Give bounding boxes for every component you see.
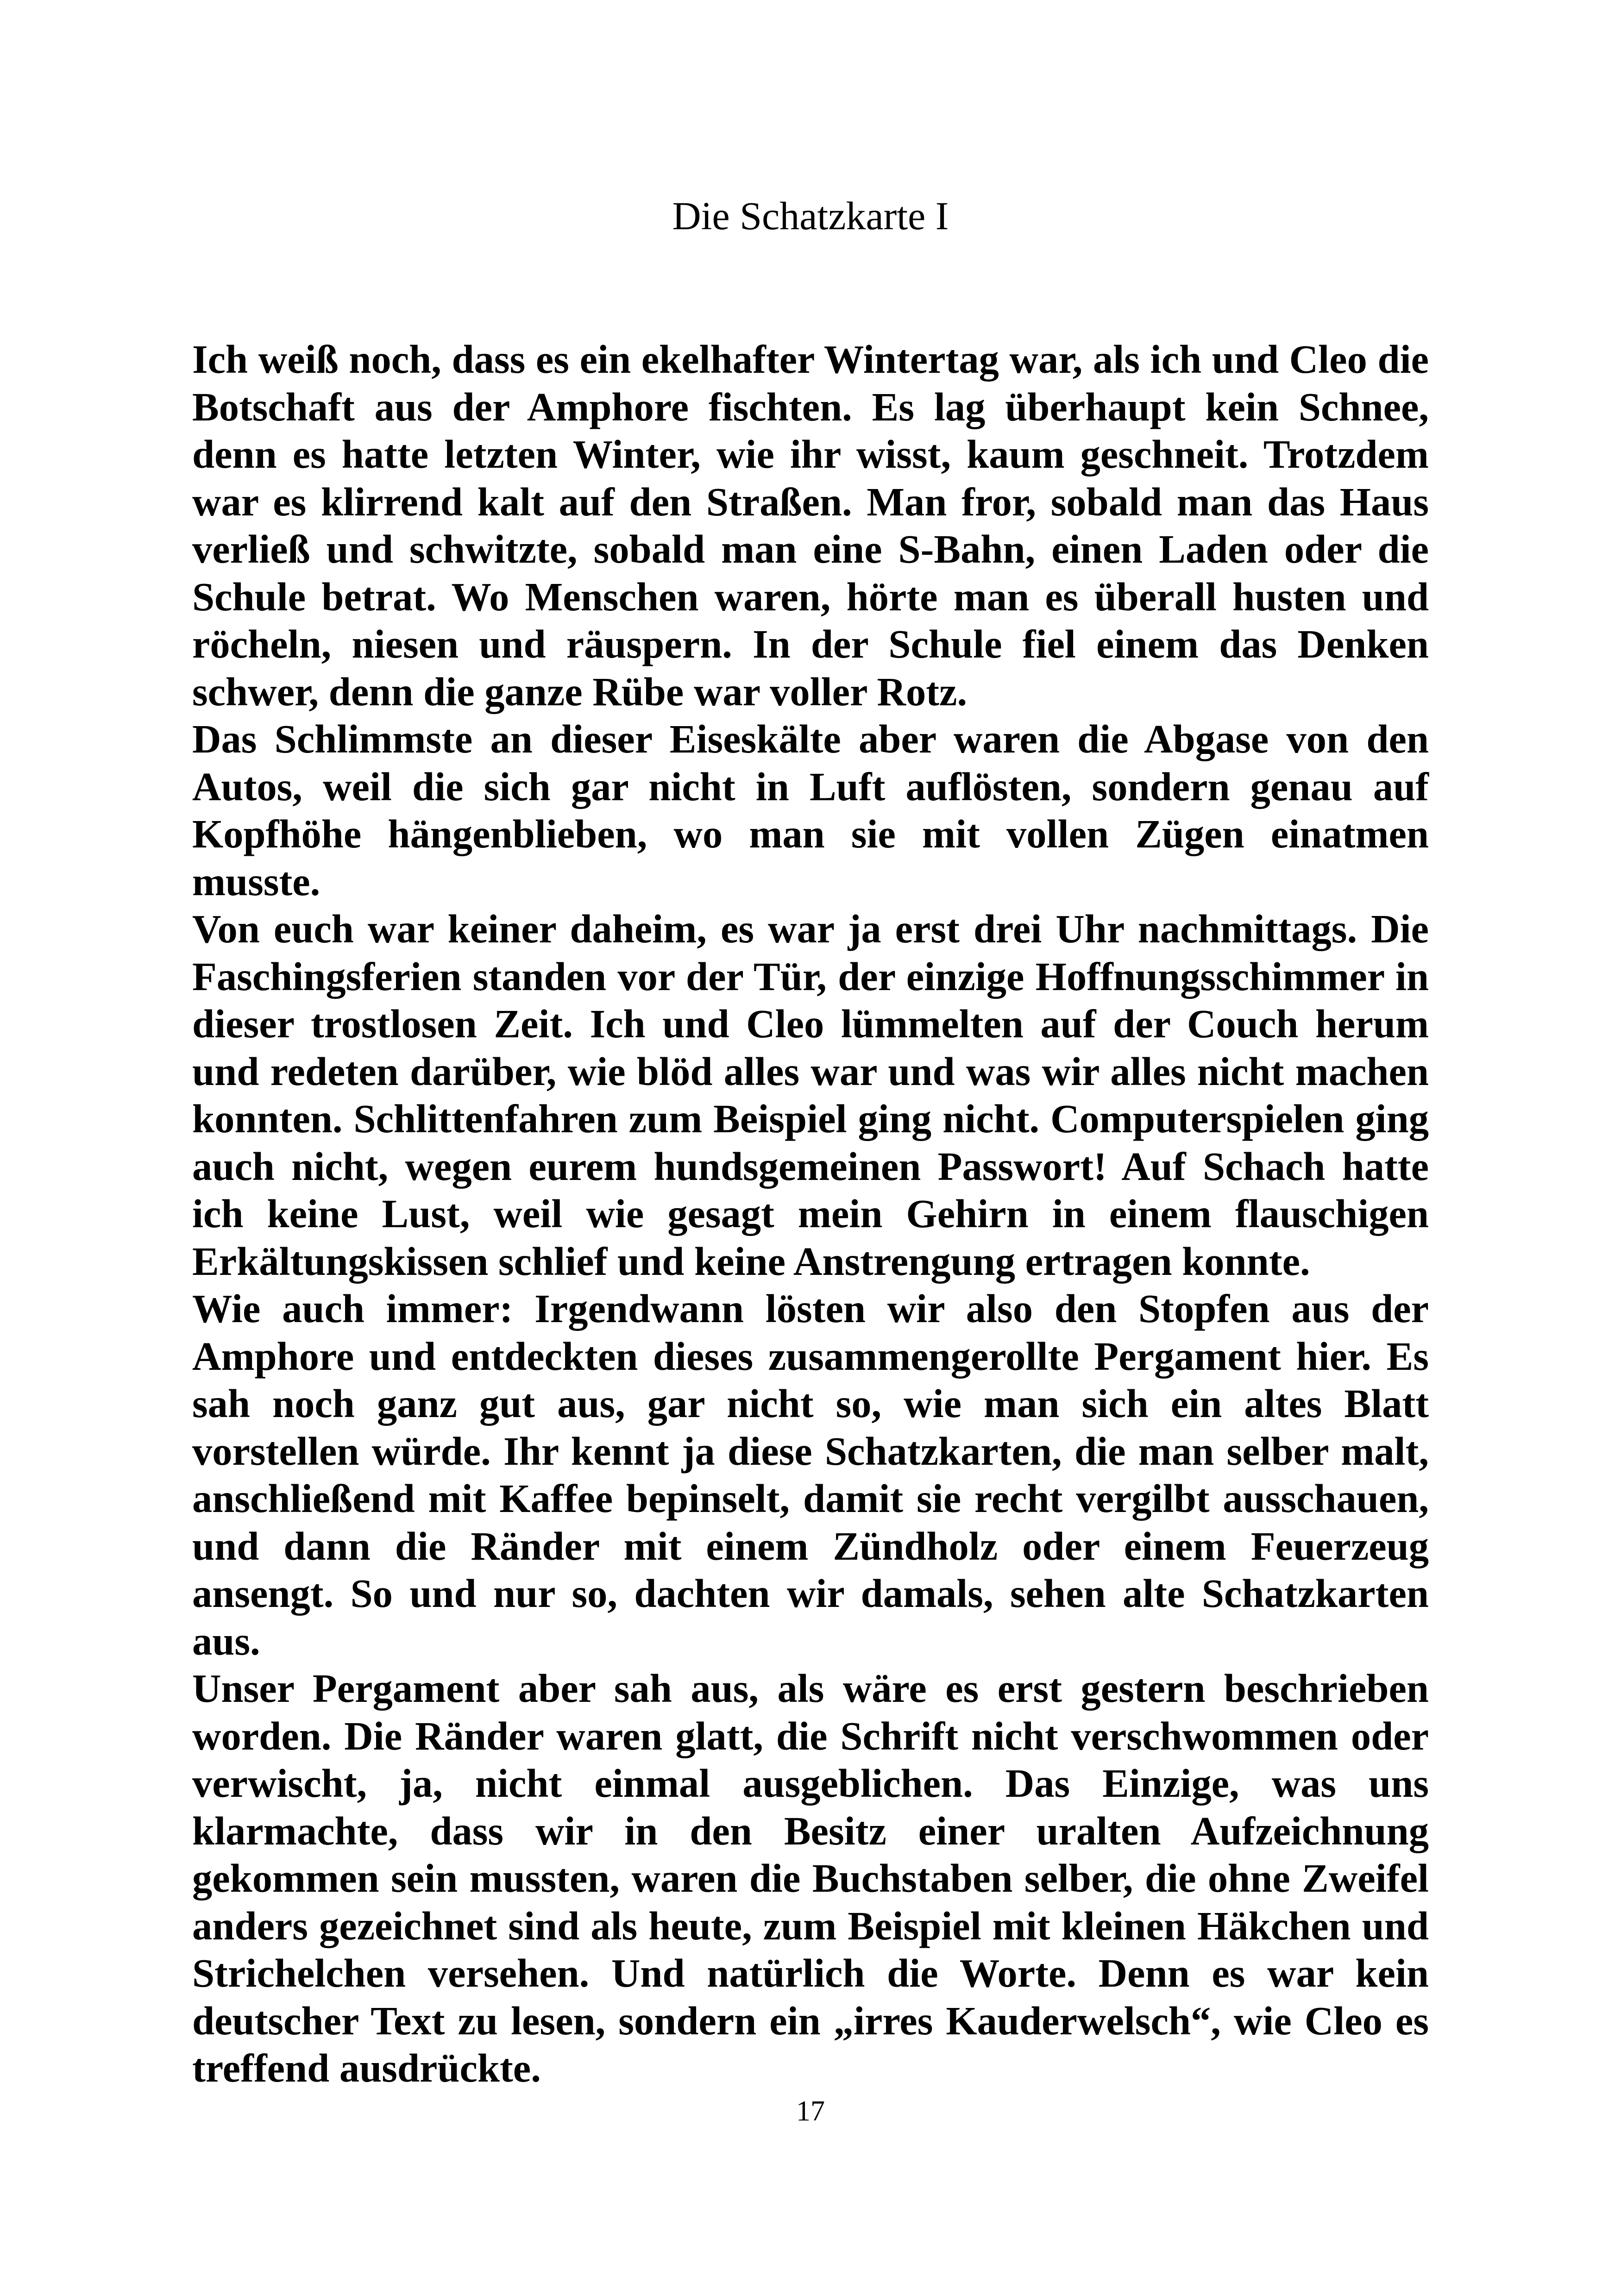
- paragraph: Von euch war keiner daheim, es war ja erst drei Uhr nachmittags. Die Faschingsferien standen vor der Tür, der einzige Hoffnungsschimmer in dieser trostlosen Zeit. Ich und Cleo lümmelten auf der Couch herum und redeten darüber, wie blöd alles war und was wir alles nicht machen konnten. Schlittenfahren zum Beispiel ging nicht. Computerspielen ging auch nicht, wegen eurem hundsgemeinen Passwort! Auf Schach hatte ich keine Lust, weil wie gesagt mein Gehirn in einem flauschigen Erkältungskissen schlief und keine Anstrengung ertragen konnte.: [192, 907, 1429, 1284]
- chapter-title: Die Schatzkarte I: [672, 194, 949, 238]
- paragraph: Das Schlimmste an dieser Eiseskälte aber waren die Abgase von den Autos, weil die sich gar nicht in Luft auflösten, sondern genau auf Kopfhöhe hängenblieben, wo man sie mit vollen Zügen einatmen musste.: [192, 717, 1429, 904]
- page-number: 17: [796, 2095, 825, 2127]
- paragraph: Unser Pergament aber sah aus, als wäre es erst gestern beschrieben worden. Die Ränder waren glatt, die Schrift nicht verschwommen oder verwischt, ja, nicht einmal ausgeblichen. Das Einzige, was uns klarmachte, dass wir in den Besitz einer uralten Aufzeichnung gekommen sein mussten, waren die Buchstaben selber, die ohne Zweifel anders gezeichnet sind als heute, zum Beispiel mit kleinen Häkchen und Strichelchen versehen. Und natürlich die Worte. Denn es war kein deutscher Text zu lesen, sondern ein „irres Kauderwelsch“, wie Cleo es treffend ausdrückte.: [192, 1666, 1429, 2090]
- body-text: [192, 336, 1429, 2092]
- paragraph: Wie auch immer: Irgendwann lösten wir also den Stopfen aus der Amphore und entdeckten dieses zusammengerollte Pergament hier. Es sah noch ganz gut aus, gar nicht so, wie man sich ein altes Blatt vorstellen würde. Ihr kennt ja diese Schatzkarten, die man selber malt, anschließend mit Kaffee bepinselt, damit sie recht vergilbt ausschauen, und dann die Ränder mit einem Zündholz oder einem Feuerzeug ansengt. So und nur so, dachten wir damals, sehen alte Schatzkarten aus.: [192, 1286, 1429, 1663]
- paragraph: Ich weiß noch, dass es ein ekelhafter Wintertag war, als ich und Cleo die Botschaft aus der Amphore fischten. Es lag überhaupt kein Schnee, denn es hatte letzten Winter, wie ihr wisst, kaum geschneit. Trotzdem war es klirrend kalt auf den Straßen. Man fror, sobald man das Haus verließ und schwitzte, sobald man eine S-Bahn, einen Laden oder die Schule betrat. Wo Menschen waren, hörte man es überall husten und röcheln, niesen und räuspern. In der Schule fiel einem das Denken schwer, denn die ganze Rübe war voller Rotz.: [192, 337, 1429, 714]
